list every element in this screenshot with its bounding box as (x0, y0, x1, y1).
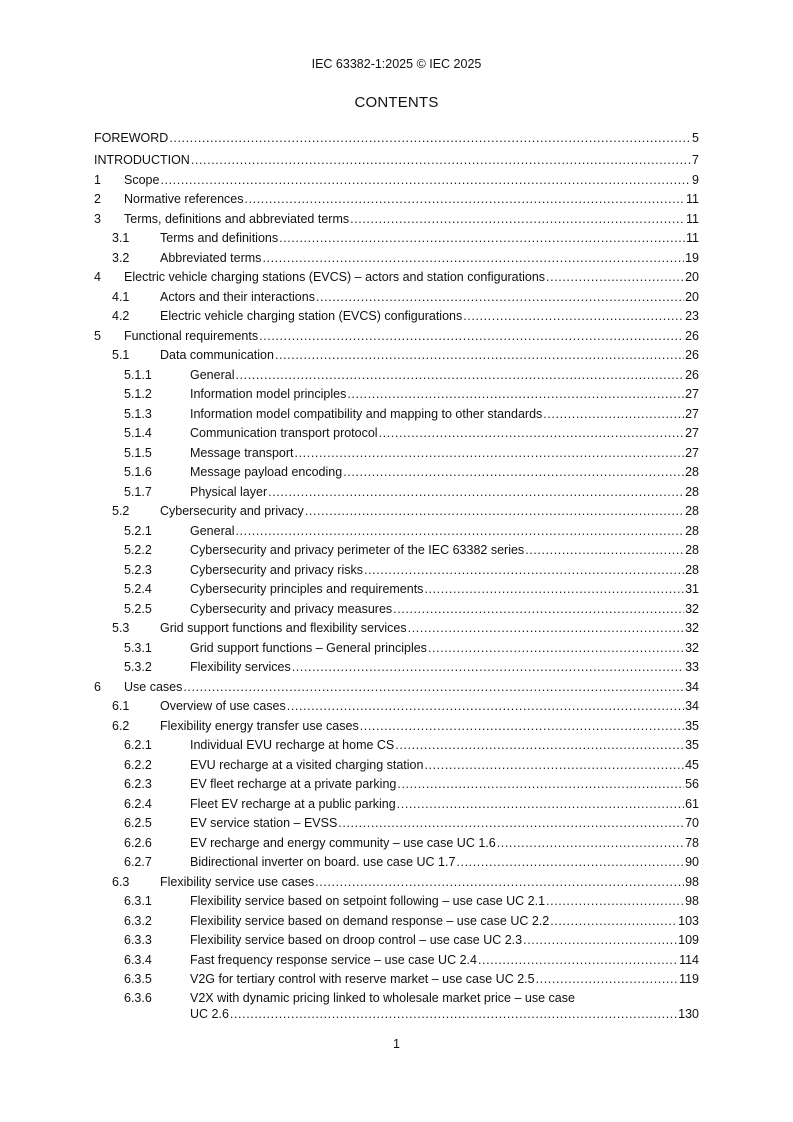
toc-entry-title: V2G for tertiary control with reserve market – use case UC 2.5 (190, 972, 535, 986)
toc-entry[interactable] (94, 890, 699, 910)
toc-entry-number: 6.2.2 (124, 757, 152, 772)
toc-entry-title-line2: UC 2.6 (190, 1007, 229, 1021)
toc-leader-dots (408, 621, 684, 636)
toc-entry-number: 6.3.4 (124, 952, 152, 967)
toc-leader-dots (536, 972, 678, 987)
toc-entry-page: 11 (686, 192, 699, 206)
toc-entry-title: Flexibility service based on droop control – use case UC 2.3 (190, 933, 523, 947)
toc-entry[interactable] (94, 948, 699, 968)
toc-entry[interactable] (94, 734, 699, 754)
toc-entry-title: EVU recharge at a visited charging station (190, 757, 424, 772)
toc-leader-dots (191, 153, 691, 168)
toc-entry-title: Electric vehicle charging station (EVCS) configurations (160, 309, 463, 323)
toc-entry-number: 6.2.7 (124, 855, 152, 869)
toc-entry[interactable] (94, 344, 699, 364)
toc-entry-number: 6.2.4 (124, 796, 152, 811)
toc-entry-title: EV fleet recharge at a private parking (190, 777, 397, 791)
toc-entry-number: 6.3.1 (124, 894, 152, 908)
toc-entry-title: Cybersecurity and privacy measures (190, 601, 393, 616)
toc-entry-page: 35 (685, 738, 699, 752)
toc-leader-dots (183, 680, 684, 695)
toc-leader-dots (275, 348, 684, 363)
toc-entry-number: 3 (94, 211, 101, 226)
toc-entry[interactable] (94, 305, 699, 325)
toc-entry-number: 5 (94, 328, 101, 343)
toc-entry-number: 5.1.6 (124, 465, 152, 479)
toc-entry-6-3-6[interactable] (94, 987, 699, 1027)
toc-entry[interactable] (94, 480, 699, 500)
toc-entry[interactable] (94, 422, 699, 442)
toc-entry[interactable] (94, 773, 699, 793)
toc-leader-dots (268, 485, 684, 500)
toc-entry-number: 5.3.2 (124, 660, 152, 674)
toc-entry[interactable] (94, 695, 699, 715)
toc-entry-page: 28 (685, 465, 699, 479)
toc-entry-page: 70 (685, 816, 699, 830)
toc-leader-dots (279, 231, 685, 246)
toc-entry-page: 98 (685, 894, 699, 908)
toc-entry-number: 5.2.3 (124, 562, 152, 577)
toc-entry-page: 28 (685, 543, 699, 557)
toc-entry[interactable] (94, 617, 699, 637)
toc-leader-dots (393, 602, 684, 617)
toc-entry-page: 114 (679, 952, 699, 967)
toc-entry-number: 6.2 (112, 718, 130, 733)
toc-entry-title: General (190, 367, 235, 382)
toc-entry-page: 5 (692, 131, 699, 145)
toc-entry-title-line1: V2X with dynamic pricing linked to wholesale market price – use case (190, 991, 575, 1005)
table-of-contents (94, 124, 699, 1027)
toc-entry[interactable] (94, 207, 699, 227)
toc-leader-dots (424, 758, 684, 773)
toc-entry[interactable] (94, 675, 699, 695)
toc-entry-number: 5.2.5 (124, 601, 152, 616)
toc-leader-dots (235, 524, 684, 539)
toc-entry-title: Flexibility service based on setpoint following – use case UC 2.1 (190, 894, 546, 908)
toc-entry-number: 6.3.5 (124, 972, 152, 986)
toc-leader-dots (478, 953, 678, 968)
toc-entry-title: Terms, definitions and abbreviated terms (124, 211, 350, 226)
toc-entry-title: EV service station – EVSS (190, 816, 338, 830)
toc-entry[interactable] (94, 519, 699, 539)
toc-leader-dots (546, 894, 684, 909)
toc-entry-title: Individual EVU recharge at home CS (190, 738, 395, 752)
toc-entry-number: 5.2.1 (124, 523, 152, 538)
toc-leader-dots (235, 368, 684, 383)
toc-entry[interactable] (94, 597, 699, 617)
toc-leader-dots (546, 270, 684, 285)
toc-leader-dots (428, 641, 684, 656)
toc-entry-number: 6.3.6 (124, 991, 152, 1005)
toc-leader-dots (230, 1007, 677, 1022)
toc-entry-title: Cybersecurity and privacy (160, 504, 304, 518)
toc-leader-dots (315, 875, 684, 890)
toc-entry[interactable] (94, 539, 699, 559)
toc-entry-number: 6.2.1 (124, 738, 152, 752)
toc-entry-page: 20 (685, 270, 699, 284)
toc-entry-page: 11 (686, 231, 699, 245)
toc-entry-page: 32 (685, 621, 699, 635)
toc-entry-page: 9 (692, 172, 699, 187)
toc-entry-title: Scope (124, 172, 160, 187)
toc-entry-page: 35 (685, 718, 699, 733)
toc-entry[interactable] (94, 266, 699, 286)
toc-entry-page: 32 (685, 640, 699, 655)
toc-entry[interactable] (94, 500, 699, 520)
toc-entry-title: Physical layer (190, 484, 268, 499)
toc-entry-page: 28 (685, 523, 699, 538)
toc-entry-title: Message payload encoding (190, 465, 343, 479)
toc-entry[interactable] (94, 402, 699, 422)
toc-entry-title: Functional requirements (124, 328, 259, 343)
toc-entry-number: 2 (94, 192, 101, 206)
toc-entry-page: 34 (685, 699, 699, 713)
toc-leader-dots (497, 836, 684, 851)
toc-leader-dots (160, 173, 691, 188)
toc-entry-number: 5.3 (112, 621, 130, 635)
toc-leader-dots (525, 543, 684, 558)
toc-entry[interactable] (94, 227, 699, 247)
toc-entry-title: Information model principles (190, 387, 347, 401)
toc-entry-title: Flexibility service based on demand response – use case UC 2.2 (190, 913, 550, 928)
toc-entry-title: Grid support functions and flexibility services (160, 621, 407, 635)
toc-entry-page: 109 (678, 933, 699, 947)
toc-entry-page: 28 (685, 562, 699, 577)
toc-entry-number: 6.3 (112, 874, 130, 889)
toc-entry-number: 5.2.2 (124, 543, 152, 557)
toc-entry-page: 130 (678, 1007, 699, 1021)
toc-entry-title: General (190, 523, 235, 538)
toc-entry[interactable] (94, 636, 699, 656)
toc-entry[interactable] (94, 558, 699, 578)
toc-entry-number: 5.1.7 (124, 484, 152, 499)
toc-entry-page: 27 (685, 445, 699, 460)
toc-entry-page: 11 (686, 211, 699, 226)
toc-leader-dots (245, 192, 686, 207)
toc-entry-number: 5.1.1 (124, 367, 152, 382)
toc-entry-title: Fleet EV recharge at a public parking (190, 796, 396, 811)
toc-entry-title: Cybersecurity and privacy perimeter of the IEC 63382 series (190, 543, 525, 557)
toc-leader-dots (169, 131, 691, 146)
toc-entry[interactable] (94, 383, 699, 403)
toc-entry-page: 90 (685, 855, 699, 869)
toc-leader-dots (295, 446, 685, 461)
toc-entry-page: 19 (685, 250, 699, 265)
toc-entry-number: 5.2.4 (124, 582, 152, 596)
toc-entry[interactable] (94, 578, 699, 598)
toc-entry[interactable] (94, 168, 699, 188)
toc-entry-page: 119 (679, 972, 699, 986)
toc-leader-dots (259, 329, 684, 344)
toc-entry-number: 5.1.3 (124, 406, 152, 421)
toc-entry-title: Cybersecurity and privacy risks (190, 562, 363, 577)
toc-entry-page: 28 (685, 504, 699, 518)
toc-entry-title: Cybersecurity principles and requirements (190, 582, 424, 596)
toc-entry-number: 5.1.2 (124, 387, 152, 401)
toc-leader-dots (379, 426, 685, 441)
toc-entry[interactable] (94, 441, 699, 461)
toc-entry-number: 6.3.3 (124, 933, 152, 947)
toc-leader-dots (316, 290, 684, 305)
toc-leader-dots (338, 816, 684, 831)
toc-entry-page: 28 (685, 484, 699, 499)
toc-entry-number: 5.1.4 (124, 426, 152, 440)
toc-entry-title: EV recharge and energy community – use case UC 1.6 (190, 835, 496, 850)
toc-entry[interactable] (94, 968, 699, 988)
toc-leader-dots (456, 855, 684, 870)
toc-entry-page: 31 (685, 582, 699, 596)
toc-entry[interactable] (94, 146, 699, 168)
toc-entry-title: Flexibility services (190, 660, 291, 674)
toc-entry-page: 45 (685, 757, 699, 772)
toc-entry[interactable] (94, 188, 699, 208)
toc-entry-number: 5.1.5 (124, 445, 152, 460)
toc-entry-page: 34 (685, 679, 699, 694)
contents-title: CONTENTS (354, 94, 439, 111)
toc-leader-dots (523, 933, 677, 948)
toc-entry-number: 6.1 (112, 699, 130, 713)
toc-entry-title: Electric vehicle charging stations (EVCS) – actors and station configurations (124, 270, 546, 284)
toc-entry-title: FOREWORD (94, 131, 169, 145)
toc-entry[interactable] (94, 753, 699, 773)
toc-entry-number: 5.2 (112, 504, 130, 518)
toc-entry[interactable] (94, 929, 699, 949)
toc-entry[interactable] (94, 851, 699, 871)
toc-leader-dots (543, 407, 684, 422)
toc-entry[interactable] (94, 792, 699, 812)
toc-entry-title: Actors and their interactions (160, 289, 315, 304)
toc-entry-number: 6.2.6 (124, 835, 152, 850)
toc-leader-dots (347, 387, 684, 402)
toc-entry-page: 32 (685, 601, 699, 616)
toc-leader-dots (364, 563, 684, 578)
toc-entry-page: 61 (685, 796, 699, 811)
toc-entry[interactable] (94, 285, 699, 305)
toc-leader-dots (397, 797, 684, 812)
toc-entry[interactable] (94, 714, 699, 734)
toc-entry[interactable] (94, 461, 699, 481)
toc-leader-dots (292, 660, 684, 675)
toc-entry-page: 7 (692, 153, 699, 167)
toc-entry[interactable] (94, 246, 699, 266)
toc-leader-dots (395, 738, 684, 753)
toc-entry-title: Overview of use cases (160, 699, 286, 713)
toc-entry-title: Information model compatibility and mapping to other standards (190, 406, 543, 421)
toc-entry-number: 5.1 (112, 348, 130, 362)
toc-leader-dots (463, 309, 684, 324)
toc-entry-title: Use cases (124, 679, 183, 694)
toc-entry-page: 20 (685, 289, 699, 304)
toc-entry-page: 98 (685, 874, 699, 889)
toc-entry-page: 26 (685, 367, 699, 382)
toc-entry-number: 6 (94, 679, 101, 694)
toc-entry-number: 3.2 (112, 250, 130, 265)
toc-leader-dots (550, 914, 677, 929)
toc-entry-number: 6.2.3 (124, 777, 152, 791)
toc-entry-title: Communication transport protocol (190, 426, 378, 440)
toc-leader-dots (287, 699, 684, 714)
toc-entry-title: Bidirectional inverter on board. use case UC 1.7 (190, 855, 456, 869)
toc-entry-page: 26 (685, 348, 699, 362)
toc-entry-title: INTRODUCTION (94, 153, 190, 167)
toc-entry-page: 27 (685, 406, 699, 421)
toc-entry-number: 5.3.1 (124, 640, 152, 655)
toc-entry[interactable] (94, 324, 699, 344)
toc-entry-page: 23 (685, 309, 699, 323)
toc-entry-title: Terms and definitions (160, 231, 279, 245)
toc-entry-page: 103 (678, 913, 699, 928)
toc-entry[interactable] (94, 870, 699, 890)
toc-entry-title: Grid support functions – General principles (190, 640, 427, 655)
toc-entry[interactable] (94, 909, 699, 929)
toc-entry-number: 4.1 (112, 289, 130, 304)
toc-entry-number: 4.2 (112, 309, 130, 323)
toc-entry-page: 27 (685, 387, 699, 401)
toc-leader-dots (397, 777, 684, 792)
toc-entry-number: 6.2.5 (124, 816, 152, 830)
toc-entry-title: Normative references (124, 192, 244, 206)
toc-entry-number: 4 (94, 270, 101, 284)
toc-entry-page: 78 (685, 835, 699, 850)
toc-entry-number: 6.3.2 (124, 913, 152, 928)
toc-entry[interactable] (94, 124, 699, 146)
toc-entry-number: 3.1 (112, 231, 130, 245)
toc-entry-title: Message transport (190, 445, 294, 460)
toc-entry-title: Flexibility energy transfer use cases (160, 718, 359, 733)
toc-entry[interactable] (94, 831, 699, 851)
toc-entry-number: 1 (94, 172, 101, 187)
toc-leader-dots (350, 212, 685, 227)
toc-entry-page: 56 (685, 777, 699, 791)
page-number: 1 (393, 1037, 400, 1051)
toc-leader-dots (343, 465, 684, 480)
toc-entry[interactable] (94, 656, 699, 676)
toc-leader-dots (424, 582, 684, 597)
toc-entry-title: Flexibility service use cases (160, 874, 315, 889)
toc-leader-dots (360, 719, 684, 734)
toc-leader-dots (262, 251, 684, 266)
document-header: IEC 63382-1:2025 © IEC 2025 (311, 57, 482, 71)
toc-entry[interactable] (94, 812, 699, 832)
toc-entry-page: 26 (685, 328, 699, 343)
toc-entry-page: 27 (685, 426, 699, 440)
toc-entry[interactable] (94, 363, 699, 383)
toc-entry-title: Abbreviated terms (160, 250, 262, 265)
toc-entry-title: Fast frequency response service – use case UC 2.4 (190, 952, 477, 967)
toc-entry-page: 33 (685, 660, 699, 674)
toc-entry-title: Data communication (160, 348, 274, 362)
toc-leader-dots (305, 504, 684, 519)
